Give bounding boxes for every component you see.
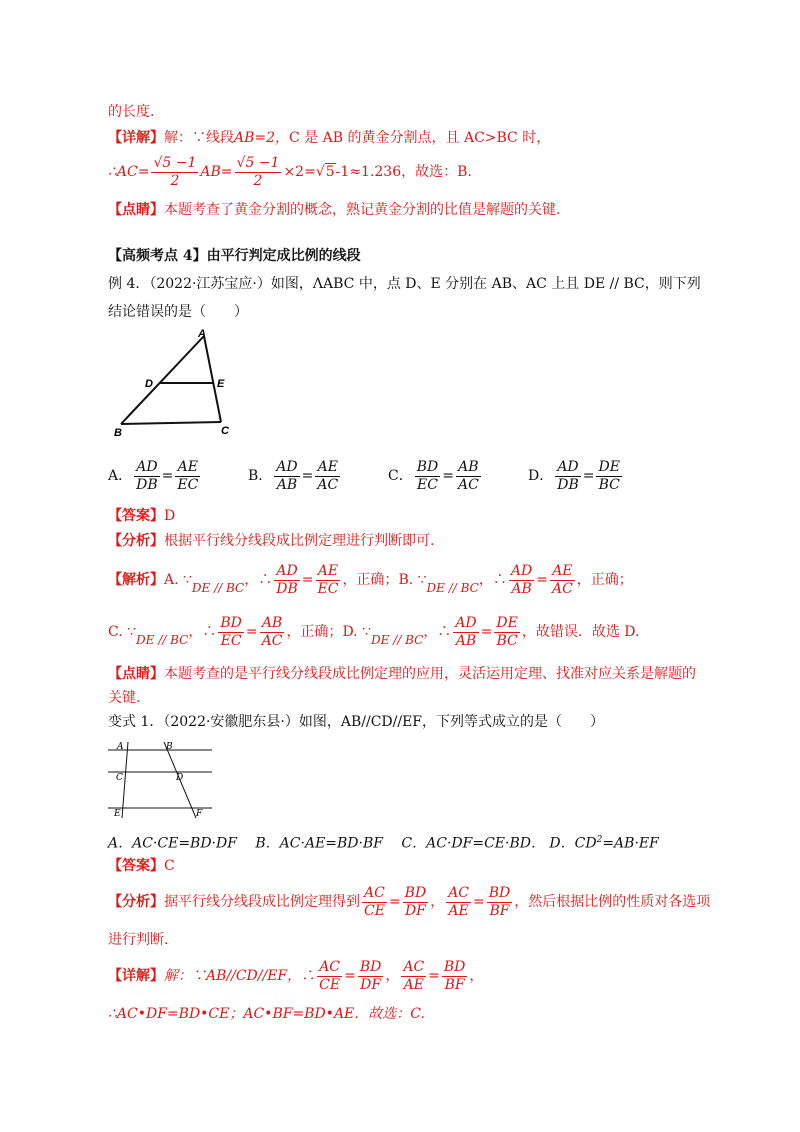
- fraction-numerator: BD: [416, 458, 439, 475]
- fraction-numerator: AD: [134, 459, 160, 477]
- fraction: [415, 459, 441, 494]
- fraction-denominator: AB: [511, 580, 532, 597]
- fraction: [274, 459, 299, 494]
- triangle-figure: [110, 326, 235, 440]
- detail-line: [108, 128, 550, 148]
- label-b2: B: [166, 742, 173, 752]
- parallel-lines-figure: [108, 740, 220, 820]
- fraction-denominator: CE: [364, 902, 385, 919]
- fraction-numerator: BD: [443, 958, 466, 975]
- fraction-numerator: BD: [220, 614, 242, 631]
- answer-tag-2: 【答案】: [108, 858, 164, 874]
- fraction-denominator: EC: [317, 580, 339, 597]
- fraction-denominator: BC: [496, 632, 518, 649]
- fraction: [134, 459, 160, 494]
- example4-question-line1: 例 4．（2022·江苏宝应·）如图，ΛABC 中，点 D、E 分别在 AB、AC 上且 DE // BC，则下列: [108, 276, 701, 292]
- fraction-denominator: EC: [220, 632, 242, 649]
- fraction: [456, 459, 481, 494]
- fraction-denominator: DF: [404, 902, 426, 919]
- detail-tag: 【详解】: [108, 130, 164, 146]
- section-heading: 【高频考点 4】由平行判定成比例的线段: [108, 248, 361, 264]
- fraction-denominator: AE: [448, 902, 469, 919]
- fraction-numerator: AD: [555, 459, 581, 477]
- fraction: [442, 959, 468, 994]
- c-golden-text: C 是 AB 的黄金分割点，且 AC>BC 时，: [289, 130, 551, 146]
- fraction: [274, 563, 300, 598]
- fraction-numerator: AE: [316, 563, 341, 581]
- fraction-denominator: CE: [319, 976, 341, 993]
- example4-comment-line1: 【点睛】本题考查的是平行线分线段成比例定理的应用，灵活运用定理、找准对应关系是解题的: [108, 666, 696, 682]
- label-d: D: [145, 378, 153, 390]
- comment-tag-2: 【点睛】: [108, 666, 164, 682]
- variant1-detail-line: 【详解】解：∵AB//CD//EF，∴ $\frac{AC}{CE}$ = $\frac{BD}{DF}$ ， $\frac{AC}{AE}$ = $\frac{BD}{BF}$ ，: [108, 958, 484, 993]
- variant1-analysis-line: 【分析】据平行线分线段成比例定理得到 $\frac{AC}{CE}$ = $\frac{BD}{DF}$ ， $\frac{AC}{AE}$ = $\frac{BD}{BF}$ ，然后根据比例的性质对各选项: [108, 884, 711, 919]
- comment-tag: 【点睛】: [108, 202, 164, 218]
- fraction-numerator: AC: [317, 959, 342, 977]
- golden-fraction-2: [235, 155, 282, 190]
- fraction-denominator: BF: [444, 976, 465, 993]
- fraction-numerator: AC: [362, 885, 387, 903]
- analysis-text: 根据平行线分线段成比例定理进行判断即可.: [164, 533, 435, 549]
- fraction: [260, 615, 285, 650]
- comment-text: 本题考查了黄金分割的概念，熟记黄金分割的比值是解题的关键.: [164, 202, 561, 218]
- fraction-numerator: AD: [510, 562, 533, 579]
- fraction-denominator: DB: [557, 476, 579, 493]
- side-ab: [121, 336, 204, 424]
- label-b: B: [114, 427, 122, 439]
- detail-tag-2: 【详解】: [108, 968, 164, 984]
- jiexi-tag: 【解析】: [108, 572, 164, 588]
- ab-text: AB=: [200, 164, 233, 180]
- variant1-analysis-line2: 进行判断.: [108, 932, 169, 948]
- fraction-numerator: BD: [359, 958, 382, 975]
- answer-tag: 【答案】: [108, 508, 164, 524]
- fraction: [509, 563, 534, 598]
- fraction-numerator: √5 −1: [153, 154, 197, 171]
- golden-calc-line: [108, 152, 472, 192]
- fraction: [317, 959, 342, 994]
- fraction: [487, 885, 513, 920]
- fraction: [315, 459, 340, 494]
- fraction-numerator: AD: [455, 614, 477, 631]
- ab-equals-2: AB=2，: [234, 130, 290, 146]
- fraction-denominator: AC: [551, 580, 573, 597]
- fraction-denominator: AC: [457, 476, 479, 493]
- transversal-1: [122, 742, 128, 818]
- fraction-numerator: AC: [403, 958, 425, 975]
- fraction-denominator: 2: [253, 172, 263, 189]
- fraction-numerator: AE: [550, 563, 575, 581]
- variant1-options: A．AC·CE=BD·DF B．AC·AE=BD·BF C．AC·DF=CE·BD． D．$CD^2=AB\cdot EF$: [108, 835, 659, 852]
- side-bc: [121, 422, 221, 424]
- fraction-denominator: AE: [403, 976, 424, 993]
- label-a: A: [198, 328, 206, 340]
- variant1-answer-line: [108, 856, 175, 876]
- option-a: A． $\frac{AD}{DB}$ = $\frac{AE}{EC}$: [108, 458, 199, 493]
- fraction-denominator: EC: [177, 476, 199, 493]
- fraction: [494, 615, 519, 650]
- calc-result: -1≈1.236，故选：B.: [335, 164, 472, 180]
- comment-line: [108, 200, 560, 220]
- fraction: [316, 563, 341, 598]
- option-b: B． $\frac{AD}{AB}$ = $\frac{AE}{AC}$: [248, 458, 339, 493]
- example4-question-line2: 结论错误的是（ ）: [108, 304, 248, 320]
- fraction-denominator: DF: [360, 976, 382, 993]
- fraction-numerator: AB: [456, 459, 481, 477]
- golden-fraction-1: [151, 155, 198, 190]
- fraction: [596, 459, 621, 494]
- answer-value: D: [164, 508, 176, 524]
- fraction-denominator: DB: [276, 580, 298, 597]
- fraction-numerator: AD: [276, 458, 298, 475]
- fraction-numerator: DE: [496, 614, 518, 631]
- fraction: [453, 615, 478, 650]
- fraction: [358, 959, 384, 994]
- label-c: C: [221, 425, 229, 437]
- sqrt-sign: √: [315, 164, 325, 180]
- example4-analysis-line: [108, 531, 434, 551]
- fraction: [401, 959, 426, 994]
- fraction-denominator: 2: [170, 172, 180, 189]
- label-c2: C: [116, 773, 123, 783]
- sqrt-five: 5: [325, 164, 335, 180]
- fraction: [218, 615, 244, 650]
- jiexi-line-1: 【解析】A. ∵DE // BC，∴ $\frac{AD}{DB}$ = $\frac{AE}{EC}$ ，正确；B. ∵DE // BC，∴ $\frac{AD}{AB}$ = $\frac{AE}{AC}$ ，正确；: [108, 562, 633, 597]
- variant1-final-line: ∴AC•DF=BD•CE；AC•BF=BD•AE．故选：C.: [108, 1006, 425, 1022]
- answer-value-2: C: [164, 858, 175, 874]
- fraction-denominator: BF: [489, 902, 510, 919]
- fraction-denominator: BC: [598, 476, 620, 493]
- example4-answer-line: [108, 506, 175, 526]
- fraction-denominator: AB: [455, 632, 477, 649]
- fraction: [550, 563, 575, 598]
- fraction-numerator: AE: [175, 459, 200, 477]
- fraction: [175, 459, 200, 494]
- fraction-denominator: AC: [317, 476, 339, 493]
- fraction-numerator: AE: [315, 459, 340, 477]
- analysis-tag-2: 【分析】: [108, 894, 164, 910]
- label-e: E: [217, 378, 225, 390]
- fraction-denominator: AC: [261, 632, 283, 649]
- fraction-numerator: AC: [448, 884, 470, 901]
- label-a2: A: [117, 742, 124, 752]
- label-e2: E: [114, 809, 121, 819]
- fraction-numerator: AB: [260, 615, 285, 633]
- option-c: C． $\frac{BD}{EC}$ = $\frac{AB}{AC}$: [388, 458, 479, 493]
- detail-text: 解：∵线段: [164, 130, 234, 146]
- fraction-denominator: DB: [136, 476, 158, 493]
- calc-prefix: ∴AC=: [108, 164, 150, 180]
- continuation-line: 的长度.: [108, 104, 155, 120]
- label-f2: F: [196, 809, 203, 819]
- fraction-numerator: BD: [404, 884, 427, 901]
- fraction-denominator: EC: [417, 476, 438, 493]
- times-two: ×2=: [283, 164, 316, 180]
- fraction: [446, 885, 471, 920]
- fraction: [403, 885, 429, 920]
- fraction-numerator: √5 −1: [236, 154, 280, 171]
- analysis-tag: 【分析】: [108, 533, 164, 549]
- fraction: [362, 885, 387, 920]
- fraction-numerator: BD: [488, 884, 511, 901]
- fraction: [555, 459, 581, 494]
- example4-comment-line2: 关键.: [108, 690, 141, 706]
- fraction-numerator: DE: [598, 458, 620, 475]
- variant1-question: 变式 1．（2022·安徽肥东县·）如图，AB//CD//EF，下列等式成立的是（ ）: [108, 714, 605, 730]
- option-d: D． $\frac{AD}{DB}$ = $\frac{DE}{BC}$: [528, 458, 620, 493]
- jiexi-line-2: C. ∵DE // BC，∴ $\frac{BD}{EC}$ = $\frac{AB}{AC}$ ，正确；D. ∵DE // BC，∴ $\frac{AD}{AB}$ = $\frac{DE}{BC}$ ，故错误．故选 D.: [108, 614, 640, 649]
- fraction-numerator: AD: [274, 563, 300, 581]
- label-d2: D: [176, 773, 184, 783]
- fraction-denominator: AB: [276, 476, 298, 493]
